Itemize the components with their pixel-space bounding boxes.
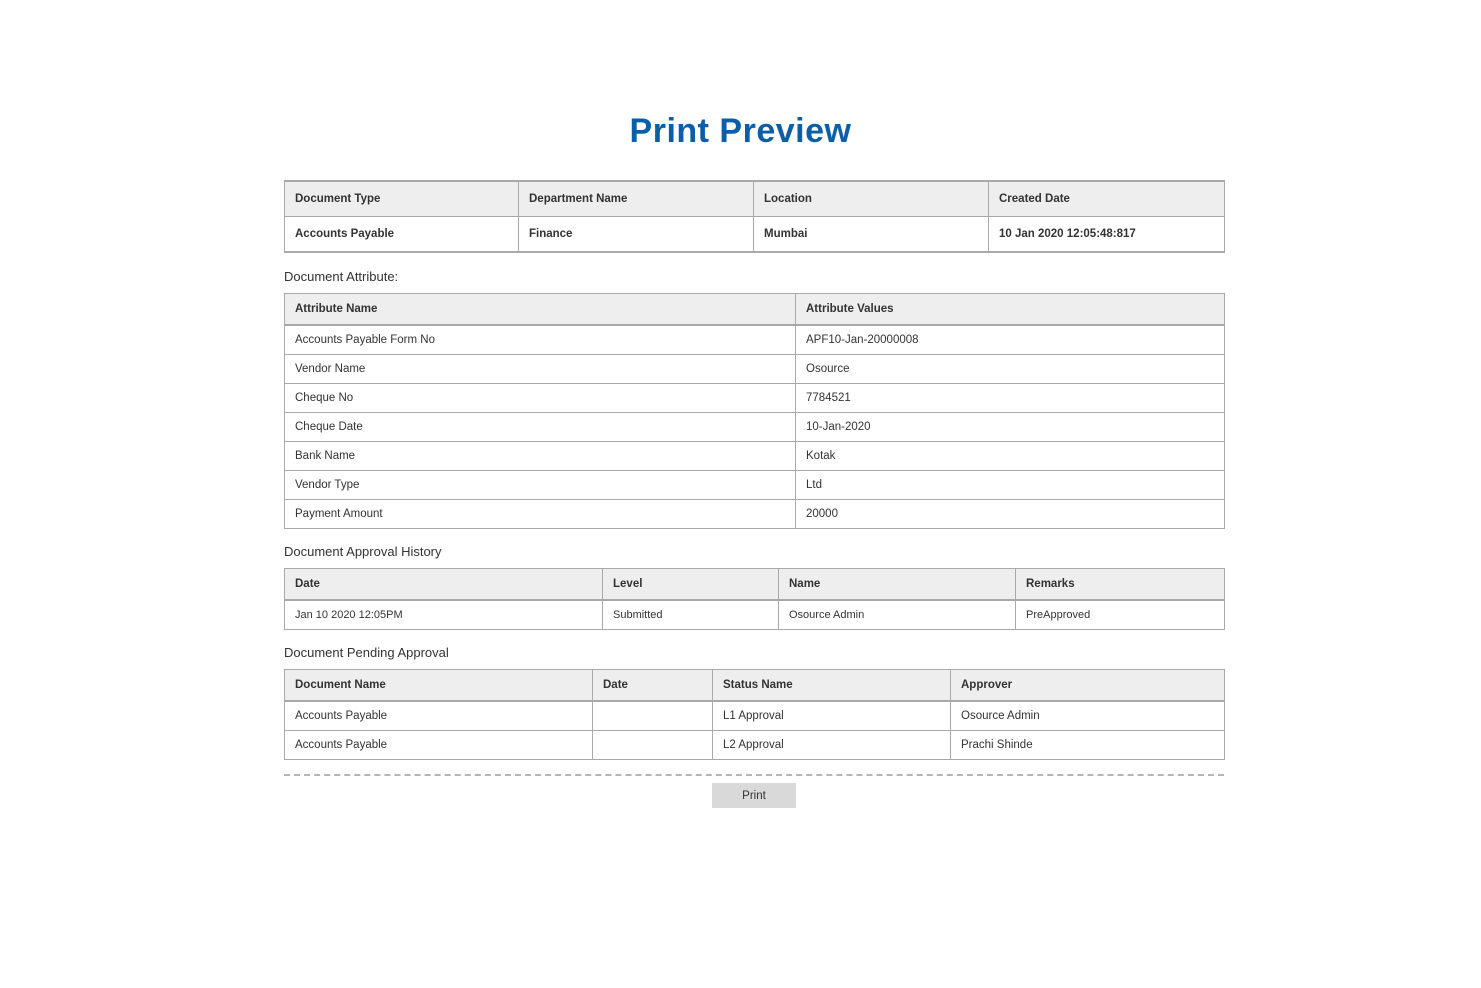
history-name-cell: Osource Admin [779,600,1016,630]
attribute-value-cell: Osource [796,355,1225,384]
pending-approval-header-row [285,670,1225,702]
attribute-name-cell: Bank Name [285,442,796,471]
summary-header-location: Location [754,181,989,217]
history-date-cell: Jan 10 2020 12:05PM [285,600,603,630]
attribute-header-values: Attribute Values [796,294,1225,326]
history-header-date: Date [285,569,603,601]
attribute-name-cell: Cheque No [285,384,796,413]
summary-value-created-date: 10 Jan 2020 12:05:48:817 [989,217,1225,253]
pending-date-cell [593,731,713,760]
summary-value-document-type: Accounts Payable [285,217,519,253]
attribute-name-cell: Accounts Payable Form No [285,325,796,355]
pending-status-name-cell: L2 Approval [713,731,951,760]
pending-approver-cell: Prachi Shinde [951,731,1225,760]
pending-approver-cell: Osource Admin [951,701,1225,731]
print-preview-content [284,180,1224,808]
pending-document-name-cell: Accounts Payable [285,701,593,731]
summary-header-department-name: Department Name [519,181,754,217]
pending-header-document-name: Document Name [285,670,593,702]
table-row [285,500,1225,529]
document-attribute-table [284,293,1225,529]
print-button[interactable]: Print [712,783,796,808]
table-row [285,471,1225,500]
pending-approval-label: Document Pending Approval [284,645,449,660]
table-row [285,355,1225,384]
attribute-name-cell: Vendor Type [285,471,796,500]
history-header-name: Name [779,569,1016,601]
pending-header-status-name: Status Name [713,670,951,702]
pending-date-cell [593,701,713,731]
table-row [285,600,1225,630]
pending-header-date: Date [593,670,713,702]
summary-header-row [285,181,1225,217]
attribute-value-cell: 10-Jan-2020 [796,413,1225,442]
attribute-value-cell: 7784521 [796,384,1225,413]
attribute-value-cell: 20000 [796,500,1225,529]
history-header-remarks: Remarks [1016,569,1225,601]
attribute-name-cell: Vendor Name [285,355,796,384]
attribute-header-row [285,294,1225,326]
pending-approval-table [284,669,1225,760]
attribute-header-name: Attribute Name [285,294,796,326]
summary-header-document-type: Document Type [285,181,519,217]
attribute-value-cell: Ltd [796,471,1225,500]
approval-history-table [284,568,1225,630]
attribute-name-cell: Payment Amount [285,500,796,529]
document-attribute-label: Document Attribute: [284,269,399,284]
attribute-name-cell: Cheque Date [285,413,796,442]
approval-history-label: Document Approval History [284,544,442,559]
history-level-cell: Submitted [603,600,779,630]
attribute-value-cell: Kotak [796,442,1225,471]
history-remarks-cell: PreApproved [1016,600,1225,630]
table-row [285,384,1225,413]
table-row [285,731,1225,760]
summary-value-row [285,217,1225,253]
pending-header-approver: Approver [951,670,1225,702]
summary-header-created-date: Created Date [989,181,1225,217]
table-row [285,701,1225,731]
attribute-value-cell: APF10-Jan-20000008 [796,325,1225,355]
page-title: Print Preview [629,112,852,150]
table-row [285,442,1225,471]
table-row [285,325,1225,355]
approval-history-header-row [285,569,1225,601]
summary-value-department-name: Finance [519,217,754,253]
document-summary-table [284,180,1225,253]
table-row [285,413,1225,442]
summary-value-location: Mumbai [754,217,989,253]
history-header-level: Level [603,569,779,601]
pending-document-name-cell: Accounts Payable [285,731,593,760]
pending-status-name-cell: L1 Approval [713,701,951,731]
